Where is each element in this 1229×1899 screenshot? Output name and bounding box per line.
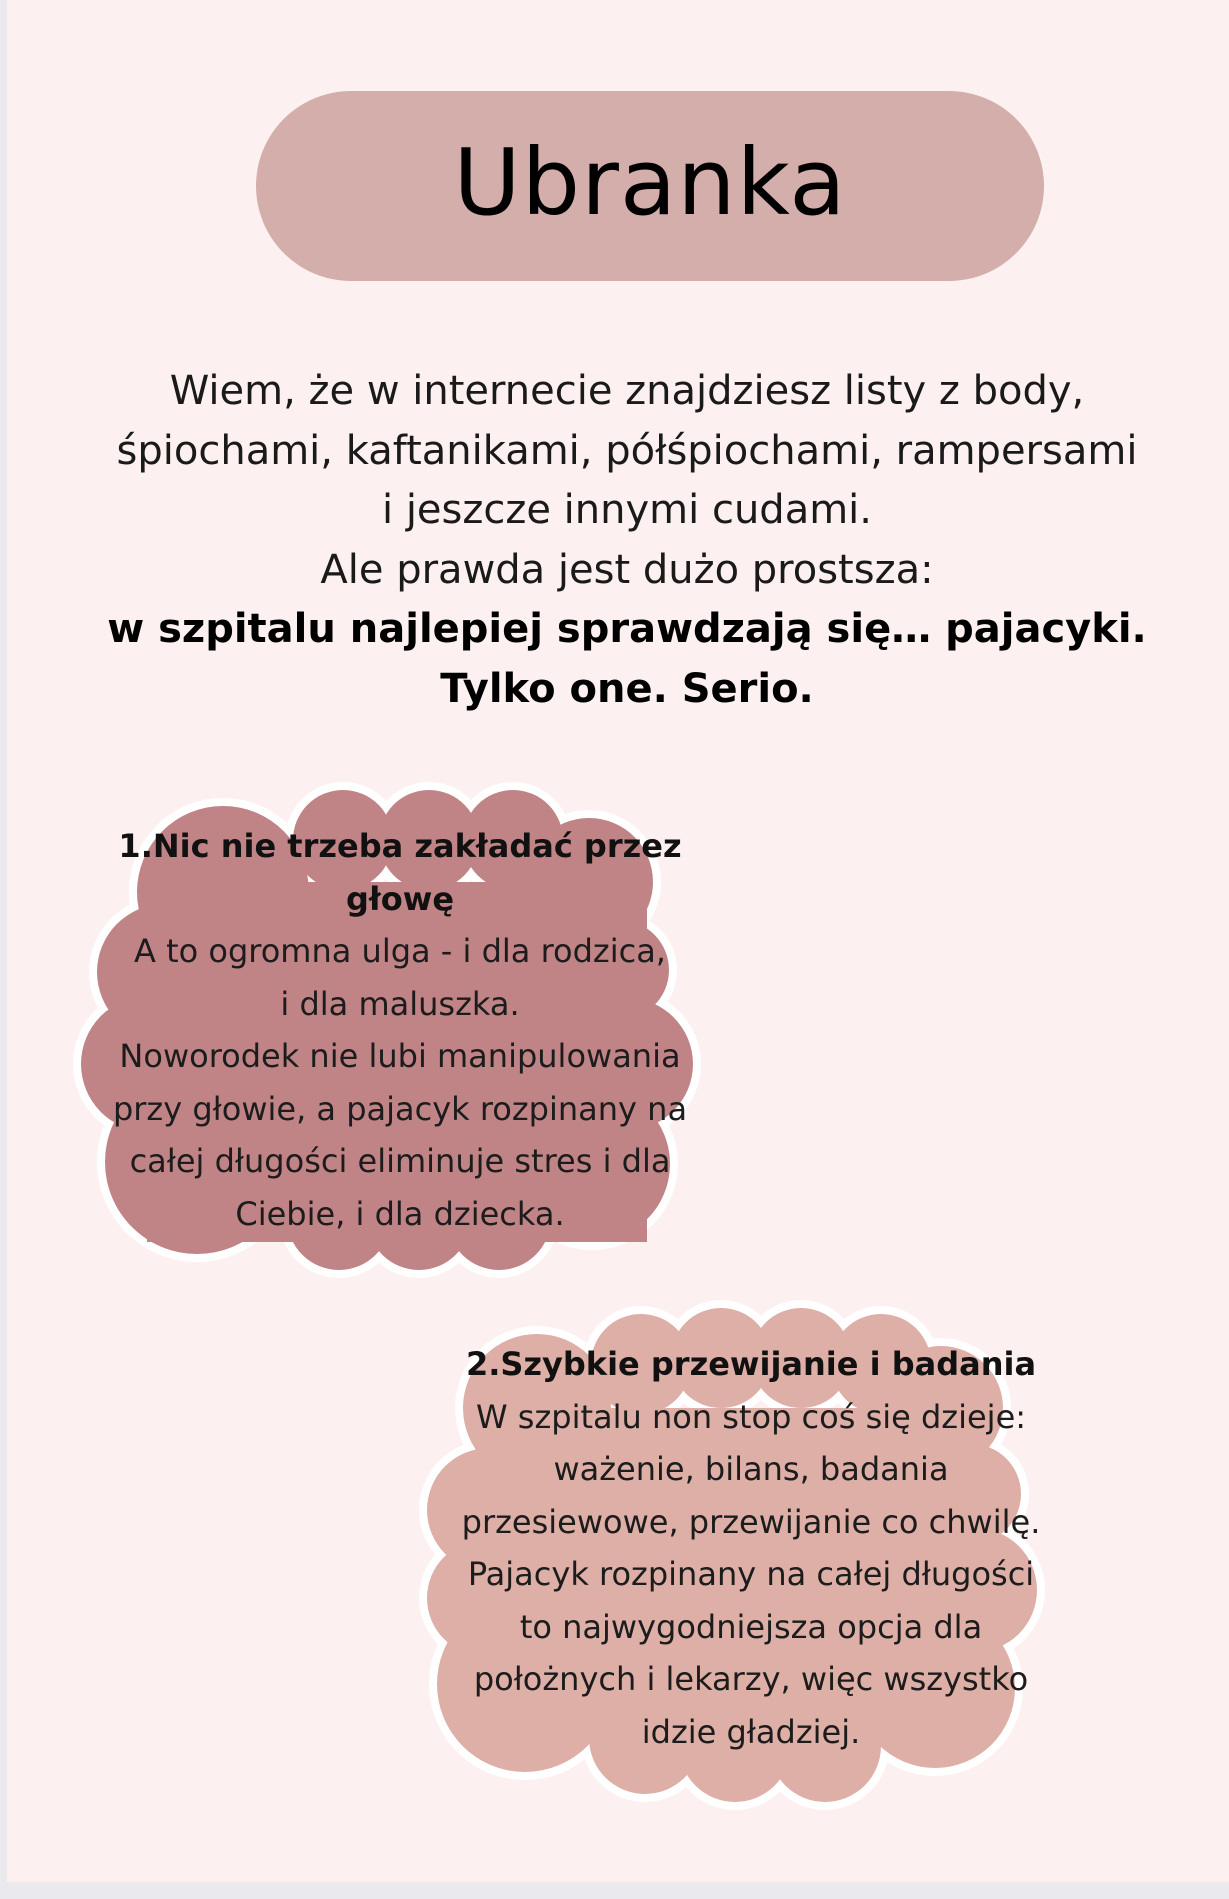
card-heading: głowę — [345, 879, 455, 918]
page — [7, 0, 1229, 1882]
card-line: przesiewowe, przewijanie co chwilę. — [461, 1502, 1041, 1541]
intro-line: Wiem, że w internecie znajdziesz listy z body, — [169, 368, 1085, 414]
card-heading: 1.Nic nie trzeba zakładać przez — [118, 827, 682, 865]
card-line: idzie gładziej. — [641, 1712, 861, 1751]
intro-line: śpiochami, kaftanikami, półśpiochami, rampersami — [116, 427, 1138, 474]
intro-line: Ale prawda jest dużo prostsza: — [320, 546, 934, 593]
intro-text — [87, 362, 1167, 719]
intro-bold-line: w szpitalu najlepiej sprawdzają się… pajacyki. — [107, 606, 1147, 652]
card-line: położnych i lekarzy, więc wszystko — [473, 1660, 1029, 1698]
card-line: Pajacyk rozpinany na całej długości — [467, 1555, 1035, 1593]
card-line: całej długości eliminuje stres i dla — [129, 1142, 671, 1180]
page-title: Ubranka — [453, 128, 847, 236]
card-line: przy głowie, a pajacyk rozpinany na — [112, 1089, 688, 1128]
cloud-card-2-text — [431, 1338, 1071, 1758]
card-line: ważenie, bilans, badania — [553, 1450, 949, 1488]
card-line: W szpitalu non stop coś się dzieje: — [475, 1397, 1027, 1436]
cloud-card-1-text — [105, 820, 695, 1240]
card-line: i dla maluszka. — [280, 984, 520, 1023]
intro-bold-line: Tylko one. Serio. — [440, 665, 814, 712]
cloud-card-1 — [47, 752, 767, 1302]
card-line: to najwygodniejsza opcja dla — [519, 1607, 983, 1646]
intro-line: i jeszcze innymi cudami. — [381, 487, 873, 533]
card-line: Noworodek nie lubi manipulowania — [119, 1037, 681, 1075]
card-line: Ciebie, i dla dziecka. — [235, 1194, 565, 1233]
title-banner — [256, 91, 1044, 281]
card-line: A to ogromna ulga - i dla rodzica, — [134, 932, 666, 970]
card-heading: 2.Szybkie przewijanie i badania — [465, 1345, 1037, 1383]
cloud-card-2 — [405, 1298, 1085, 1818]
